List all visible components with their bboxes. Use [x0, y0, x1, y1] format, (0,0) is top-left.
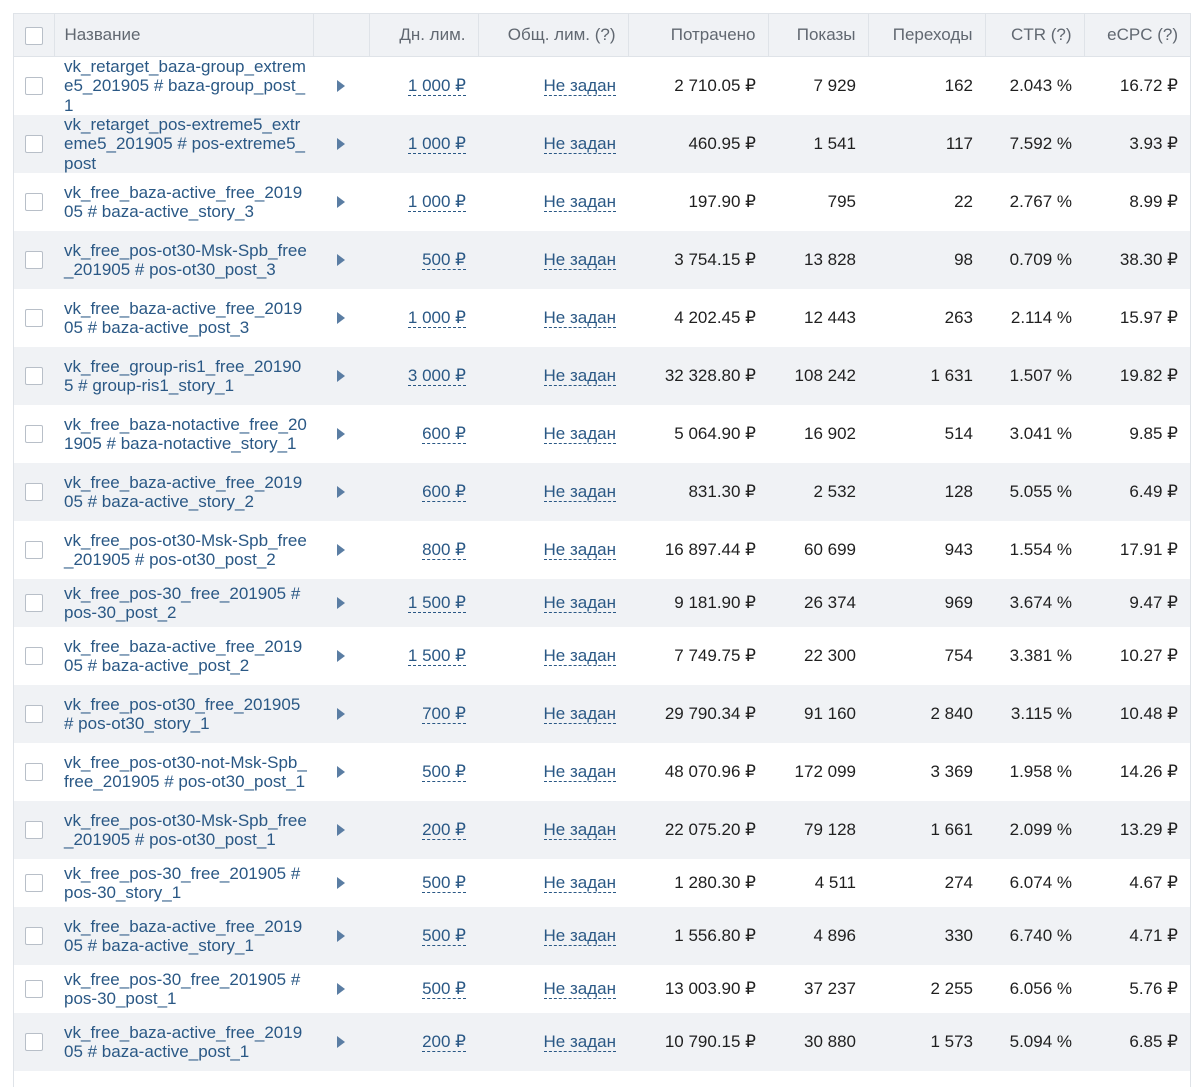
day-limit-link[interactable]: 500 ₽	[422, 249, 466, 269]
play-arrow-icon[interactable]	[337, 254, 345, 266]
campaign-name[interactable]: vk_retarget_pos-extreme5_extreme5_201905 # pos-extreme5_post	[64, 114, 305, 173]
row-select-cell	[14, 1013, 54, 1071]
total-limit-link[interactable]: Не задан	[543, 819, 616, 839]
play-arrow-icon[interactable]	[337, 312, 345, 324]
column-header-day-limit[interactable]: Дн. лим.	[369, 14, 478, 57]
impressions-value: 37 237	[804, 978, 856, 998]
table-row[interactable]	[14, 627, 1190, 685]
day-limit-link[interactable]: 600 ₽	[422, 423, 466, 443]
total-limit-cell	[478, 801, 628, 859]
day-limit-cell	[369, 1013, 478, 1071]
column-header-clicks[interactable]: Переходы	[868, 14, 985, 57]
campaigns-table-container	[13, 13, 1191, 1087]
ctr-value: 5.055 %	[1009, 481, 1072, 501]
row-select-cell	[14, 965, 54, 1013]
expand-cell	[313, 965, 369, 1013]
day-limit-cell	[369, 115, 478, 173]
impressions-value: 13 828	[804, 249, 856, 269]
day-limit-link[interactable]: 1 000 ₽	[407, 191, 466, 211]
impressions-value: 12 443	[804, 307, 856, 327]
play-arrow-icon[interactable]	[337, 138, 345, 150]
spent-value: 1 280.30 ₽	[674, 872, 756, 892]
day-limit-cell	[369, 521, 478, 579]
spent-value: 13 003.90 ₽	[664, 978, 756, 998]
table-row[interactable]	[14, 579, 1190, 627]
day-limit-cell	[369, 231, 478, 289]
day-limit-cell	[369, 463, 478, 521]
total-limit-link[interactable]: Не задан	[543, 191, 616, 211]
column-header-spent[interactable]: Потрачено	[628, 14, 768, 57]
total-limit-cell	[478, 743, 628, 801]
impressions-value: 2 532	[813, 481, 856, 501]
expand-cell	[313, 579, 369, 627]
ecpc-value: 19.82 ₽	[1119, 365, 1178, 385]
spent-value: 9 181.90 ₽	[674, 592, 756, 612]
expand-cell	[313, 743, 369, 801]
row-checkbox[interactable]	[25, 541, 43, 559]
ecpc-value: 10.48 ₽	[1119, 703, 1178, 723]
day-limit-cell	[369, 579, 478, 627]
campaign-name[interactable]: vk_free_baza-active_free_201905 # baza-active_post_1	[64, 1022, 303, 1061]
spent-value: 1 556.80 ₽	[674, 925, 756, 945]
day-limit-link[interactable]: 500 ₽	[422, 872, 466, 892]
row-checkbox[interactable]	[25, 425, 43, 443]
total-limit-link[interactable]: Не задан	[543, 365, 616, 385]
row-checkbox[interactable]	[25, 135, 43, 153]
row-select-cell	[14, 743, 54, 801]
row-checkbox[interactable]	[25, 367, 43, 385]
column-header-ctr[interactable]: CTR (?)	[985, 14, 1084, 57]
impressions-value: 7 929	[813, 75, 856, 95]
total-limit-link[interactable]: Не задан	[543, 307, 616, 327]
column-header-impressions[interactable]: Показы	[768, 14, 868, 57]
row-select-cell	[14, 463, 54, 521]
row-checkbox[interactable]	[25, 594, 43, 612]
day-limit-cell	[369, 347, 478, 405]
table-row[interactable]	[14, 907, 1190, 965]
clicks-value: 1 661	[930, 819, 973, 839]
campaign-name[interactable]: vk_free_pos-ot30_free_201905 # pos-ot30_story_1	[64, 694, 301, 733]
ecpc-value: 38.30 ₽	[1119, 249, 1178, 269]
select-all-checkbox[interactable]	[25, 27, 43, 45]
total-limit-cell	[478, 463, 628, 521]
total-limit-cell	[478, 907, 628, 965]
day-limit-cell	[369, 743, 478, 801]
expand-cell	[313, 907, 369, 965]
ecpc-value: 6.49 ₽	[1129, 481, 1178, 501]
total-limit-cell	[478, 627, 628, 685]
spent-value: 460.95 ₽	[688, 133, 756, 153]
clicks-value: 117	[945, 133, 973, 153]
spent-value: 32 328.80 ₽	[664, 365, 756, 385]
play-arrow-icon[interactable]	[337, 428, 345, 440]
total-limit-cell	[478, 289, 628, 347]
ecpc-value: 16.72 ₽	[1119, 75, 1178, 95]
day-limit-link[interactable]: 200 ₽	[422, 1031, 466, 1051]
ecpc-value: 14.26 ₽	[1119, 761, 1178, 781]
select-all-cell	[14, 14, 54, 57]
campaign-name[interactable]: vk_free_pos-30_free_201905 # pos-30_post_1	[64, 969, 301, 1008]
expand-cell	[313, 685, 369, 743]
day-limit-link[interactable]: 800 ₽	[422, 539, 466, 559]
ecpc-value: 4.67 ₽	[1129, 872, 1178, 892]
campaign-name[interactable]: vk_free_pos-ot30-Msk-Spb_free_201905 # pos-ot30_post_1	[64, 810, 307, 849]
row-checkbox[interactable]	[25, 193, 43, 211]
impressions-value: 1 541	[813, 133, 856, 153]
spent-value: 7 749.75 ₽	[674, 645, 756, 665]
clicks-value: 943	[944, 539, 973, 559]
total-limit-link[interactable]: Не задан	[543, 925, 616, 945]
total-limit-link[interactable]: Не задан	[543, 481, 616, 501]
ecpc-value: 9.85 ₽	[1129, 423, 1178, 443]
day-limit-link[interactable]: 600 ₽	[422, 481, 466, 501]
expand-cell	[313, 347, 369, 405]
ctr-value: 2.099 %	[1009, 819, 1072, 839]
spent-value: 22 075.20 ₽	[664, 819, 756, 839]
row-checkbox[interactable]	[25, 874, 43, 892]
row-select-cell	[14, 685, 54, 743]
total-limit-link[interactable]: Не задан	[543, 645, 616, 665]
total-limit-link[interactable]: Не задан	[543, 423, 616, 443]
impressions-value: 91 160	[804, 703, 856, 723]
column-header-total-limit[interactable]: Общ. лим. (?)	[478, 14, 628, 57]
play-arrow-icon[interactable]	[337, 486, 345, 498]
ctr-value: 1.554 %	[1009, 539, 1072, 559]
clicks-value: 162	[944, 75, 973, 95]
campaign-name[interactable]: vk_free_pos-ot30-not-Msk-Spb_free_201905 # pos-ot30_post_1	[64, 752, 307, 791]
expand-cell	[313, 463, 369, 521]
expand-cell	[313, 521, 369, 579]
campaign-name[interactable]: vk_free_baza-active_free_201905 # baza-active_story_1	[64, 916, 303, 955]
day-limit-cell	[369, 685, 478, 743]
campaign-name[interactable]: vk_free_group-ris1_free_201905 # group-ris1_story_1	[64, 356, 302, 395]
impressions-value: 79 128	[804, 819, 856, 839]
total-limit-cell	[478, 965, 628, 1013]
column-header-name[interactable]: Название	[54, 14, 313, 57]
expand-cell	[313, 115, 369, 173]
row-select-cell	[14, 289, 54, 347]
ctr-value: 1.507 %	[1009, 365, 1072, 385]
spent-value: 2 710.05 ₽	[674, 75, 756, 95]
ctr-value: 0.709 %	[1009, 249, 1072, 269]
play-arrow-icon[interactable]	[337, 196, 345, 208]
total-limit-cell	[478, 115, 628, 173]
day-limit-cell	[369, 859, 478, 907]
row-select-cell	[14, 347, 54, 405]
play-arrow-icon[interactable]	[337, 650, 345, 662]
campaigns-table	[14, 13, 1190, 1071]
play-arrow-icon[interactable]	[337, 80, 345, 92]
campaign-name[interactable]: vk_free_pos-ot30-Msk-Spb_free_201905 # pos-ot30_post_2	[64, 530, 307, 569]
campaign-name[interactable]: vk_free_pos-30_free_201905 # pos-30_story_1	[64, 863, 301, 902]
expand-cell	[313, 289, 369, 347]
expand-cell	[313, 405, 369, 463]
ctr-value: 3.041 %	[1009, 423, 1072, 443]
day-limit-link[interactable]: 500 ₽	[422, 925, 466, 945]
table-row[interactable]	[14, 859, 1190, 907]
total-limit-cell	[478, 521, 628, 579]
ctr-value: 3.115 %	[1010, 703, 1072, 723]
day-limit-link[interactable]: 1 000 ₽	[407, 307, 466, 327]
clicks-value: 263	[944, 307, 973, 327]
play-arrow-icon[interactable]	[337, 983, 345, 995]
spent-value: 197.90 ₽	[688, 191, 756, 211]
ecpc-value: 8.99 ₽	[1129, 191, 1178, 211]
ctr-value: 2.114 %	[1010, 307, 1072, 327]
ctr-value: 1.958 %	[1009, 761, 1072, 781]
row-checkbox[interactable]	[25, 980, 43, 998]
ctr-value: 2.767 %	[1009, 191, 1072, 211]
total-limit-cell	[478, 57, 628, 115]
row-select-cell	[14, 115, 54, 173]
row-select-cell	[14, 859, 54, 907]
impressions-value: 60 699	[804, 539, 856, 559]
spent-value: 4 202.45 ₽	[674, 307, 756, 327]
column-header-ecpc[interactable]: eCPC (?)	[1084, 14, 1190, 57]
row-checkbox[interactable]	[25, 927, 43, 945]
total-limit-link[interactable]: Не задан	[543, 872, 616, 892]
table-row[interactable]	[14, 347, 1190, 405]
row-select-cell	[14, 521, 54, 579]
row-select-cell	[14, 801, 54, 859]
expand-cell	[313, 57, 369, 115]
table-row[interactable]	[14, 231, 1190, 289]
day-limit-cell	[369, 289, 478, 347]
row-select-cell	[14, 173, 54, 231]
day-limit-link[interactable]: 3 000 ₽	[407, 365, 466, 385]
row-checkbox[interactable]	[25, 647, 43, 665]
play-arrow-icon[interactable]	[337, 544, 345, 556]
play-arrow-icon[interactable]	[337, 1036, 345, 1048]
row-checkbox[interactable]	[25, 251, 43, 269]
row-checkbox[interactable]	[25, 763, 43, 781]
expand-cell	[313, 859, 369, 907]
campaign-name[interactable]: vk_free_baza-notactive_free_201905 # baza-notactive_story_1	[64, 414, 307, 453]
total-limit-cell	[478, 579, 628, 627]
play-arrow-icon[interactable]	[337, 930, 345, 942]
play-arrow-icon[interactable]	[337, 766, 345, 778]
impressions-value: 26 374	[804, 592, 856, 612]
impressions-value: 4 896	[813, 925, 856, 945]
campaign-name[interactable]: vk_retarget_baza-group_extreme5_201905 # baza-group_post_1	[64, 57, 306, 115]
table-body	[14, 57, 1190, 1071]
spent-value: 29 790.34 ₽	[664, 703, 756, 723]
expand-cell	[313, 801, 369, 859]
day-limit-cell	[369, 173, 478, 231]
clicks-value: 22	[954, 191, 973, 211]
day-limit-link[interactable]: 500 ₽	[422, 978, 466, 998]
ctr-value: 3.674 %	[1009, 592, 1072, 612]
impressions-value: 172 099	[794, 761, 856, 781]
table-row[interactable]	[14, 463, 1190, 521]
clicks-value: 969	[944, 592, 973, 612]
day-limit-link[interactable]: 1 000 ₽	[407, 133, 466, 153]
table-row[interactable]	[14, 965, 1190, 1013]
clicks-value: 128	[944, 481, 973, 501]
clicks-value: 98	[954, 249, 973, 269]
day-limit-link[interactable]: 200 ₽	[422, 819, 466, 839]
clicks-value: 2 840	[930, 703, 973, 723]
total-limit-cell	[478, 1013, 628, 1071]
row-checkbox[interactable]	[25, 309, 43, 327]
clicks-value: 754	[944, 645, 973, 665]
column-header-spacer	[313, 14, 369, 57]
total-limit-link[interactable]: Не задан	[543, 133, 616, 153]
ecpc-value: 10.27 ₽	[1119, 645, 1178, 665]
spent-value: 10 790.15 ₽	[664, 1031, 756, 1051]
spent-value: 5 064.90 ₽	[674, 423, 756, 443]
row-checkbox[interactable]	[25, 1033, 43, 1051]
row-select-cell	[14, 579, 54, 627]
impressions-value: 16 902	[804, 423, 856, 443]
spent-value: 3 754.15 ₽	[674, 249, 756, 269]
day-limit-link[interactable]: 1 500 ₽	[407, 592, 466, 612]
table-row[interactable]	[14, 521, 1190, 579]
total-limit-cell	[478, 405, 628, 463]
table-row[interactable]	[14, 801, 1190, 859]
play-arrow-icon[interactable]	[337, 877, 345, 889]
day-limit-cell	[369, 57, 478, 115]
impressions-value: 30 880	[804, 1031, 856, 1051]
day-limit-link[interactable]: 500 ₽	[422, 761, 466, 781]
total-limit-link[interactable]: Не задан	[543, 703, 616, 723]
row-checkbox[interactable]	[25, 77, 43, 95]
table-row[interactable]	[14, 685, 1190, 743]
ctr-value: 2.043 %	[1009, 75, 1072, 95]
total-limit-link[interactable]: Не задан	[543, 1031, 616, 1051]
table-row[interactable]	[14, 289, 1190, 347]
day-limit-cell	[369, 627, 478, 685]
ctr-value: 7.592 %	[1009, 133, 1072, 153]
day-limit-link[interactable]: 1 000 ₽	[407, 75, 466, 95]
table-row[interactable]	[14, 743, 1190, 801]
campaign-name[interactable]: vk_free_baza-active_free_201905 # baza-active_story_2	[64, 472, 303, 511]
table-row[interactable]	[14, 405, 1190, 463]
total-limit-cell	[478, 231, 628, 289]
day-limit-cell	[369, 965, 478, 1013]
row-select-cell	[14, 627, 54, 685]
clicks-value: 274	[944, 872, 973, 892]
ctr-value: 6.740 %	[1009, 925, 1072, 945]
impressions-value: 108 242	[794, 365, 856, 385]
spent-value: 831.30 ₽	[688, 481, 756, 501]
play-arrow-icon[interactable]	[337, 370, 345, 382]
ctr-value: 5.094 %	[1009, 1031, 1072, 1051]
ecpc-value: 5.76 ₽	[1129, 978, 1178, 998]
total-limit-cell	[478, 347, 628, 405]
row-select-cell	[14, 57, 54, 115]
impressions-value: 795	[827, 191, 856, 211]
campaign-name[interactable]: vk_free_pos-30_free_201905 # pos-30_post_2	[64, 583, 301, 622]
table-row[interactable]	[14, 173, 1190, 231]
play-arrow-icon[interactable]	[337, 708, 345, 720]
day-limit-cell	[369, 907, 478, 965]
day-limit-link[interactable]: 700 ₽	[422, 703, 466, 723]
row-select-cell	[14, 231, 54, 289]
play-arrow-icon[interactable]	[337, 824, 345, 836]
spent-value: 16 897.44 ₽	[664, 539, 756, 559]
expand-cell	[313, 627, 369, 685]
ctr-value: 6.056 %	[1009, 978, 1072, 998]
expand-cell	[313, 1013, 369, 1071]
ecpc-value: 15.97 ₽	[1119, 307, 1178, 327]
clicks-value: 1 573	[930, 1031, 973, 1051]
impressions-value: 4 511	[814, 872, 856, 892]
expand-cell	[313, 231, 369, 289]
ecpc-value: 6.85 ₽	[1129, 1031, 1178, 1051]
table-row[interactable]	[14, 115, 1190, 173]
total-limit-cell	[478, 685, 628, 743]
ecpc-value: 3.93 ₽	[1129, 133, 1178, 153]
table-header-row	[14, 14, 1190, 57]
clicks-value: 3 369	[930, 761, 973, 781]
total-limit-link[interactable]: Не задан	[543, 592, 616, 612]
total-limit-link[interactable]: Не задан	[543, 249, 616, 269]
campaign-name[interactable]: vk_free_baza-active_free_201905 # baza-active_post_2	[64, 636, 303, 675]
clicks-value: 514	[944, 423, 973, 443]
row-checkbox[interactable]	[25, 821, 43, 839]
row-select-cell	[14, 907, 54, 965]
total-limit-link[interactable]: Не задан	[543, 761, 616, 781]
total-limit-cell	[478, 859, 628, 907]
ecpc-value: 17.91 ₽	[1119, 539, 1178, 559]
clicks-value: 2 255	[930, 978, 973, 998]
ecpc-value: 13.29 ₽	[1119, 819, 1178, 839]
ecpc-value: 4.71 ₽	[1129, 925, 1178, 945]
day-limit-link[interactable]: 1 500 ₽	[407, 645, 466, 665]
day-limit-cell	[369, 801, 478, 859]
table-row[interactable]	[14, 57, 1190, 115]
day-limit-cell	[369, 405, 478, 463]
clicks-value: 1 631	[930, 365, 973, 385]
play-arrow-icon[interactable]	[337, 597, 345, 609]
impressions-value: 22 300	[804, 645, 856, 665]
row-checkbox[interactable]	[25, 483, 43, 501]
campaign-name[interactable]: vk_free_pos-ot30-Msk-Spb_free_201905 # pos-ot30_post_3	[64, 240, 307, 279]
expand-cell	[313, 173, 369, 231]
clicks-value: 330	[944, 925, 973, 945]
table-row[interactable]	[14, 1013, 1190, 1071]
ctr-value: 6.074 %	[1009, 872, 1072, 892]
ctr-value: 3.381 %	[1009, 645, 1072, 665]
campaign-name[interactable]: vk_free_baza-active_free_201905 # baza-active_story_3	[64, 182, 303, 221]
spent-value: 48 070.96 ₽	[664, 761, 756, 781]
total-limit-cell	[478, 173, 628, 231]
row-select-cell	[14, 405, 54, 463]
total-limit-link[interactable]: Не задан	[543, 539, 616, 559]
campaign-name[interactable]: vk_free_baza-active_free_201905 # baza-active_post_3	[64, 298, 303, 337]
row-checkbox[interactable]	[25, 705, 43, 723]
total-limit-link[interactable]: Не задан	[543, 978, 616, 998]
total-limit-link[interactable]: Не задан	[543, 75, 616, 95]
ecpc-value: 9.47 ₽	[1129, 592, 1178, 612]
